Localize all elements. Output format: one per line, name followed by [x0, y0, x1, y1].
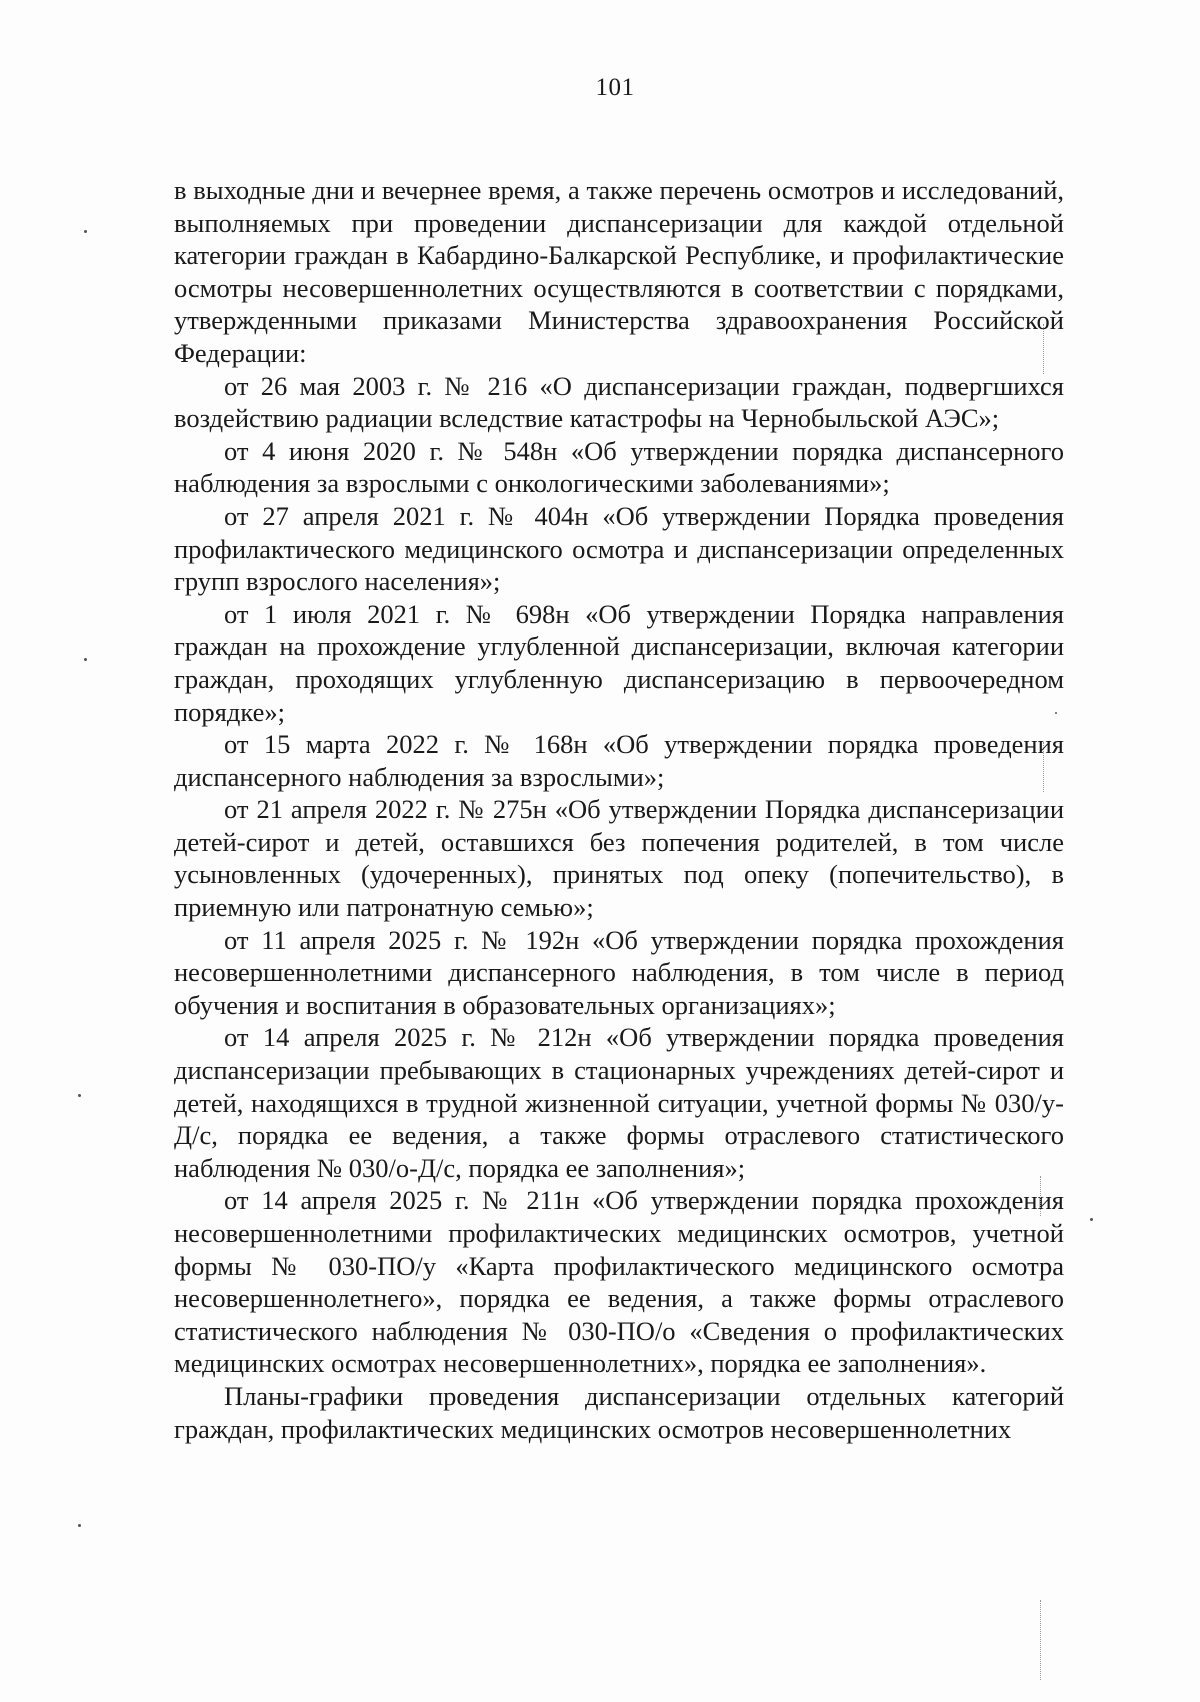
paragraph-order-698n: от 1 июля 2021 г. № 698н «Об утверждении Порядка направления граждан на прохождение углубленной диспансеризации, включая категории граждан, проходящих углубленную диспансеризацию в первоочередном порядке»; — [174, 598, 1064, 727]
paragraph-schedules: Планы-графики проведения диспансеризации отдельных категорий граждан, профилактических медицинских осмотров несовершеннолетних — [174, 1380, 1064, 1444]
paragraph-order-548n: от 4 июня 2020 г. № 548н «Об утверждении порядка диспансерного наблюдения за взрослыми с онкологическими заболеваниями»; — [174, 435, 1064, 499]
scan-artifact-line — [1043, 742, 1044, 792]
scan-artifact-dot — [78, 1094, 81, 1097]
scan-artifact-line — [1040, 1600, 1041, 1680]
paragraph-order-192n: от 11 апреля 2025 г. № 192н «Об утверждении порядка прохождения несовершеннолетними диспансерного наблюдения, в том числе в период обучения и воспитания в образовательных организациях»; — [174, 924, 1064, 1020]
paragraph-order-275n: от 21 апреля 2022 г. № 275н «Об утверждении Порядка диспансеризации детей-сирот и детей, оставшихся без попечения родителей, в том числе усыновленных (удочеренных), принятых под опеку (попечительство), в приемную или патронатную семью»; — [174, 794, 1064, 923]
paragraph-intro: в выходные дни и вечернее время, а также перечень осмотров и исследований, выполняемых при проведении диспансеризации для каждой отдельной категории граждан в Кабардино-Балкарской Республике, и профилактические осмотры несовершеннолетних осуществляются в соответствии с порядками, утвержденными приказами Министерства здравоохранения Российской Федерации: — [174, 175, 1064, 368]
paragraph-order-168n: от 15 марта 2022 г. № 168н «Об утверждении порядка проведения диспансерного наблюдения за взрослыми»; — [174, 729, 1064, 792]
scan-artifact-line — [1043, 324, 1044, 374]
scan-artifact-dot — [1090, 1218, 1093, 1221]
document-body — [174, 174, 1064, 1445]
paragraph-order-216: от 26 мая 2003 г. № 216 «О диспансеризации граждан, подвергшихся воздействию радиации вследствие катастрофы на Чернобыльской АЭС»; — [174, 370, 1064, 434]
paragraph-order-404n: от 27 апреля 2021 г. № 404н «Об утверждении Порядка проведения профилактического медицинского осмотра и диспансеризации определенных групп взрослого населения»; — [174, 500, 1064, 597]
paragraph-order-212n: от 14 апреля 2025 г. № 212н «Об утверждении порядка проведения диспансеризации пребывающих в стационарных учреждениях детей-сирот и детей, находящихся в трудной жизненной ситуации, учетной формы № 030/у-Д/с, порядка ее ведения, а также формы отраслевого статистического наблюдения № 030/о-Д/с, порядка ее заполнения»; — [174, 1022, 1064, 1183]
scan-artifact-line — [1040, 1176, 1041, 1216]
scan-artifact-dot — [78, 1524, 81, 1527]
page-number: 101 — [595, 74, 635, 101]
scan-artifact-dot — [1055, 712, 1057, 714]
paragraph-order-211n: от 14 апреля 2025 г. № 211н «Об утверждении порядка прохождения несовершеннолетними профилактических медицинских осмотров, учетной формы № 030-ПО/у «Карта профилактического медицинского осмотра несовершеннолетнего», порядка ее ведения, а также формы отраслевого статистического наблюдения № 030-ПО/о «Сведения о профилактических медицинских осмотрах несовершеннолетних», порядка ее заполнения». — [174, 1185, 1064, 1379]
scan-artifact-dot — [84, 658, 87, 661]
scan-artifact-dot — [84, 230, 87, 233]
